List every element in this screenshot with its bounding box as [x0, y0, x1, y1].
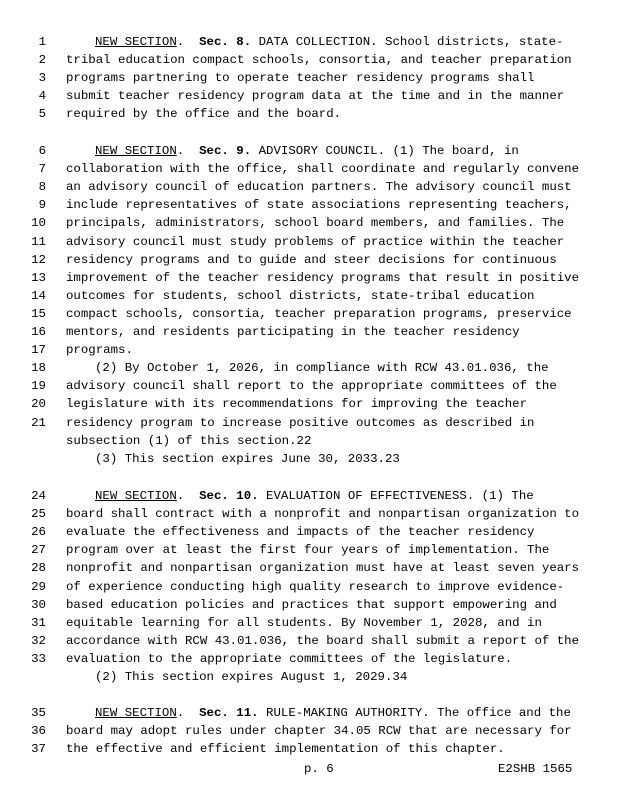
body-text: accordance with RCW 43.01.036, the board shall submit a report of the [66, 633, 580, 648]
line-number: 3 [38, 71, 46, 86]
section-number: Sec. 9. [199, 144, 252, 158]
document-line [0, 287, 618, 305]
line-number: 24 [31, 489, 46, 503]
line-number: 2 [38, 53, 46, 68]
line-number: 18 [31, 361, 46, 376]
document-line [0, 233, 618, 251]
document-line [0, 323, 618, 341]
section-title-text: EVALUATION OF EFFECTIVENESS. (1) The [258, 489, 534, 503]
document-line [0, 377, 618, 395]
document-line [0, 559, 618, 577]
document-line [0, 632, 618, 650]
body-text: collaboration with the office, shall coordinate and regularly convene [66, 162, 580, 177]
body-text: submit teacher residency program data at the time and in the manner [66, 89, 565, 104]
document-line [0, 523, 618, 541]
document-line [0, 305, 618, 323]
body-text: residency program to increase positive outcomes as described in [66, 415, 535, 430]
body-text: program over at least the first four years of implementation. The [66, 543, 550, 558]
line-number: 10 [31, 216, 46, 231]
new-section-label: NEW SECTION [95, 35, 177, 49]
body-text: programs. [66, 343, 133, 358]
body-text: of experience conducting high quality research to improve evidence- [66, 579, 565, 594]
section-heading-line [95, 487, 534, 505]
body-text: programs partnering to operate teacher residency programs shall [66, 71, 535, 86]
body-text: evaluation to the appropriate committees of the legislature. [66, 651, 513, 666]
line-number: 26 [31, 525, 46, 540]
line-number: 7 [38, 162, 46, 177]
body-text: advisory council shall report to the appropriate committees of the [66, 379, 557, 394]
line-number: 5 [38, 107, 46, 122]
document-line [0, 596, 618, 614]
line-number: 16 [31, 325, 46, 339]
line-number: 4 [38, 89, 46, 104]
section-number: Sec. 10. [199, 489, 259, 503]
document-line [0, 650, 618, 668]
document-line [0, 541, 618, 559]
new-section-label: NEW SECTION [95, 706, 177, 720]
section-title-text: ADVISORY COUNCIL. (1) The board, in [251, 144, 519, 158]
body-text: outcomes for students, school districts, state-tribal education [66, 288, 535, 303]
line-number: 15 [31, 306, 46, 321]
line-number: 33 [31, 651, 46, 666]
document-line [0, 269, 618, 287]
heading-punctuation: . [176, 706, 185, 720]
document-line [0, 704, 618, 722]
document-line [0, 160, 618, 178]
line-number: 1 [38, 35, 46, 49]
body-text: (3) This section expires June 30, 2033.23 [95, 451, 400, 466]
document-line [0, 740, 618, 758]
body-text: mentors, and residents participating in the teacher residency [66, 325, 520, 339]
body-text: (2) This section expires August 1, 2029.34 [95, 670, 408, 684]
line-number: 21 [31, 415, 46, 430]
document-line [0, 432, 618, 450]
body-text: equitable learning for all students. By November 1, 2028, and in [66, 615, 542, 630]
body-text: improvement of the teacher residency programs that result in positive [66, 270, 580, 285]
document-line [0, 487, 618, 505]
body-text: required by the office and the board. [66, 107, 342, 122]
new-section-label: NEW SECTION [95, 144, 177, 158]
line-number: 13 [31, 270, 46, 285]
section-number: Sec. 11. [199, 706, 259, 720]
section-number: Sec. 8. [199, 35, 252, 49]
line-number: 25 [31, 507, 46, 522]
document-line [0, 668, 618, 686]
document-line [0, 105, 618, 123]
document-line [0, 214, 618, 232]
line-number: 31 [31, 615, 46, 630]
section-heading-line [95, 142, 519, 160]
document-line [0, 414, 618, 432]
line-number: 35 [31, 706, 46, 720]
document-line [0, 69, 618, 87]
section-title-text: RULE-MAKING AUTHORITY. The office and the [258, 706, 571, 720]
document-line [0, 51, 618, 69]
line-number: 20 [31, 397, 46, 412]
body-text: subsection (1) of this section.22 [66, 433, 312, 448]
line-number: 30 [31, 597, 46, 612]
body-text: board shall contract with a nonprofit and nonpartisan organization to [66, 507, 580, 522]
document-line [0, 578, 618, 596]
line-number: 36 [31, 724, 46, 739]
body-text: include representatives of state associations representing teachers, [66, 198, 572, 213]
line-number: 17 [31, 343, 46, 358]
document-line [0, 142, 618, 160]
line-number: 8 [38, 180, 46, 195]
bill-identifier: E2SHB 1565 [498, 762, 573, 776]
heading-punctuation: . [176, 144, 185, 158]
line-number: 12 [31, 252, 46, 267]
document-line [0, 505, 618, 523]
line-number: 6 [38, 144, 46, 158]
body-text: advisory council must study problems of practice within the teacher [66, 234, 565, 249]
document-line [0, 359, 618, 377]
body-text: based education policies and practices that support empowering and [66, 597, 557, 612]
heading-punctuation: . [176, 35, 185, 49]
section-heading-line [95, 704, 571, 722]
body-text: board may adopt rules under chapter 34.05 RCW that are necessary for [66, 724, 572, 739]
document-line [0, 614, 618, 632]
body-text: principals, administrators, school board members, and families. The [66, 216, 565, 231]
document-line [0, 178, 618, 196]
heading-punctuation: . [176, 489, 185, 503]
body-text: residency programs and to guide and steer decisions for continuous [66, 252, 557, 267]
body-text: the effective and efficient implementation of this chapter. [66, 742, 505, 757]
body-text: (2) By October 1, 2026, in compliance with RCW 43.01.036, the [95, 361, 549, 376]
body-text: compact schools, consortia, teacher preparation programs, preservice [66, 306, 572, 321]
line-number: 27 [31, 543, 46, 558]
document-line [0, 196, 618, 214]
line-number: 19 [31, 379, 46, 394]
document-line [0, 722, 618, 740]
section-title-text: DATA COLLECTION. School districts, state- [251, 35, 564, 49]
page-number: p. 6 [304, 762, 334, 776]
document-line [0, 450, 618, 468]
line-number: 14 [31, 288, 46, 303]
line-number: 29 [31, 579, 46, 594]
body-text: tribal education compact schools, consortia, and teacher preparation [66, 53, 572, 68]
document-line [0, 251, 618, 269]
line-number: 32 [31, 633, 46, 648]
section-heading-line [95, 33, 563, 51]
document-line [0, 87, 618, 105]
body-text: legislature with its recommendations for improving the teacher [66, 397, 528, 412]
body-text: nonprofit and nonpartisan organization must have at least seven years [66, 561, 580, 576]
body-text: evaluate the effectiveness and impacts of the teacher residency [66, 525, 535, 540]
document-line [0, 395, 618, 413]
line-number: 37 [31, 742, 46, 757]
line-number: 9 [38, 198, 46, 213]
new-section-label: NEW SECTION [95, 489, 177, 503]
document-line [0, 341, 618, 359]
document-line [0, 33, 618, 51]
line-number: 11 [31, 234, 46, 249]
line-number: 28 [31, 561, 46, 576]
body-text: an advisory council of education partners. The advisory council must [66, 180, 572, 195]
